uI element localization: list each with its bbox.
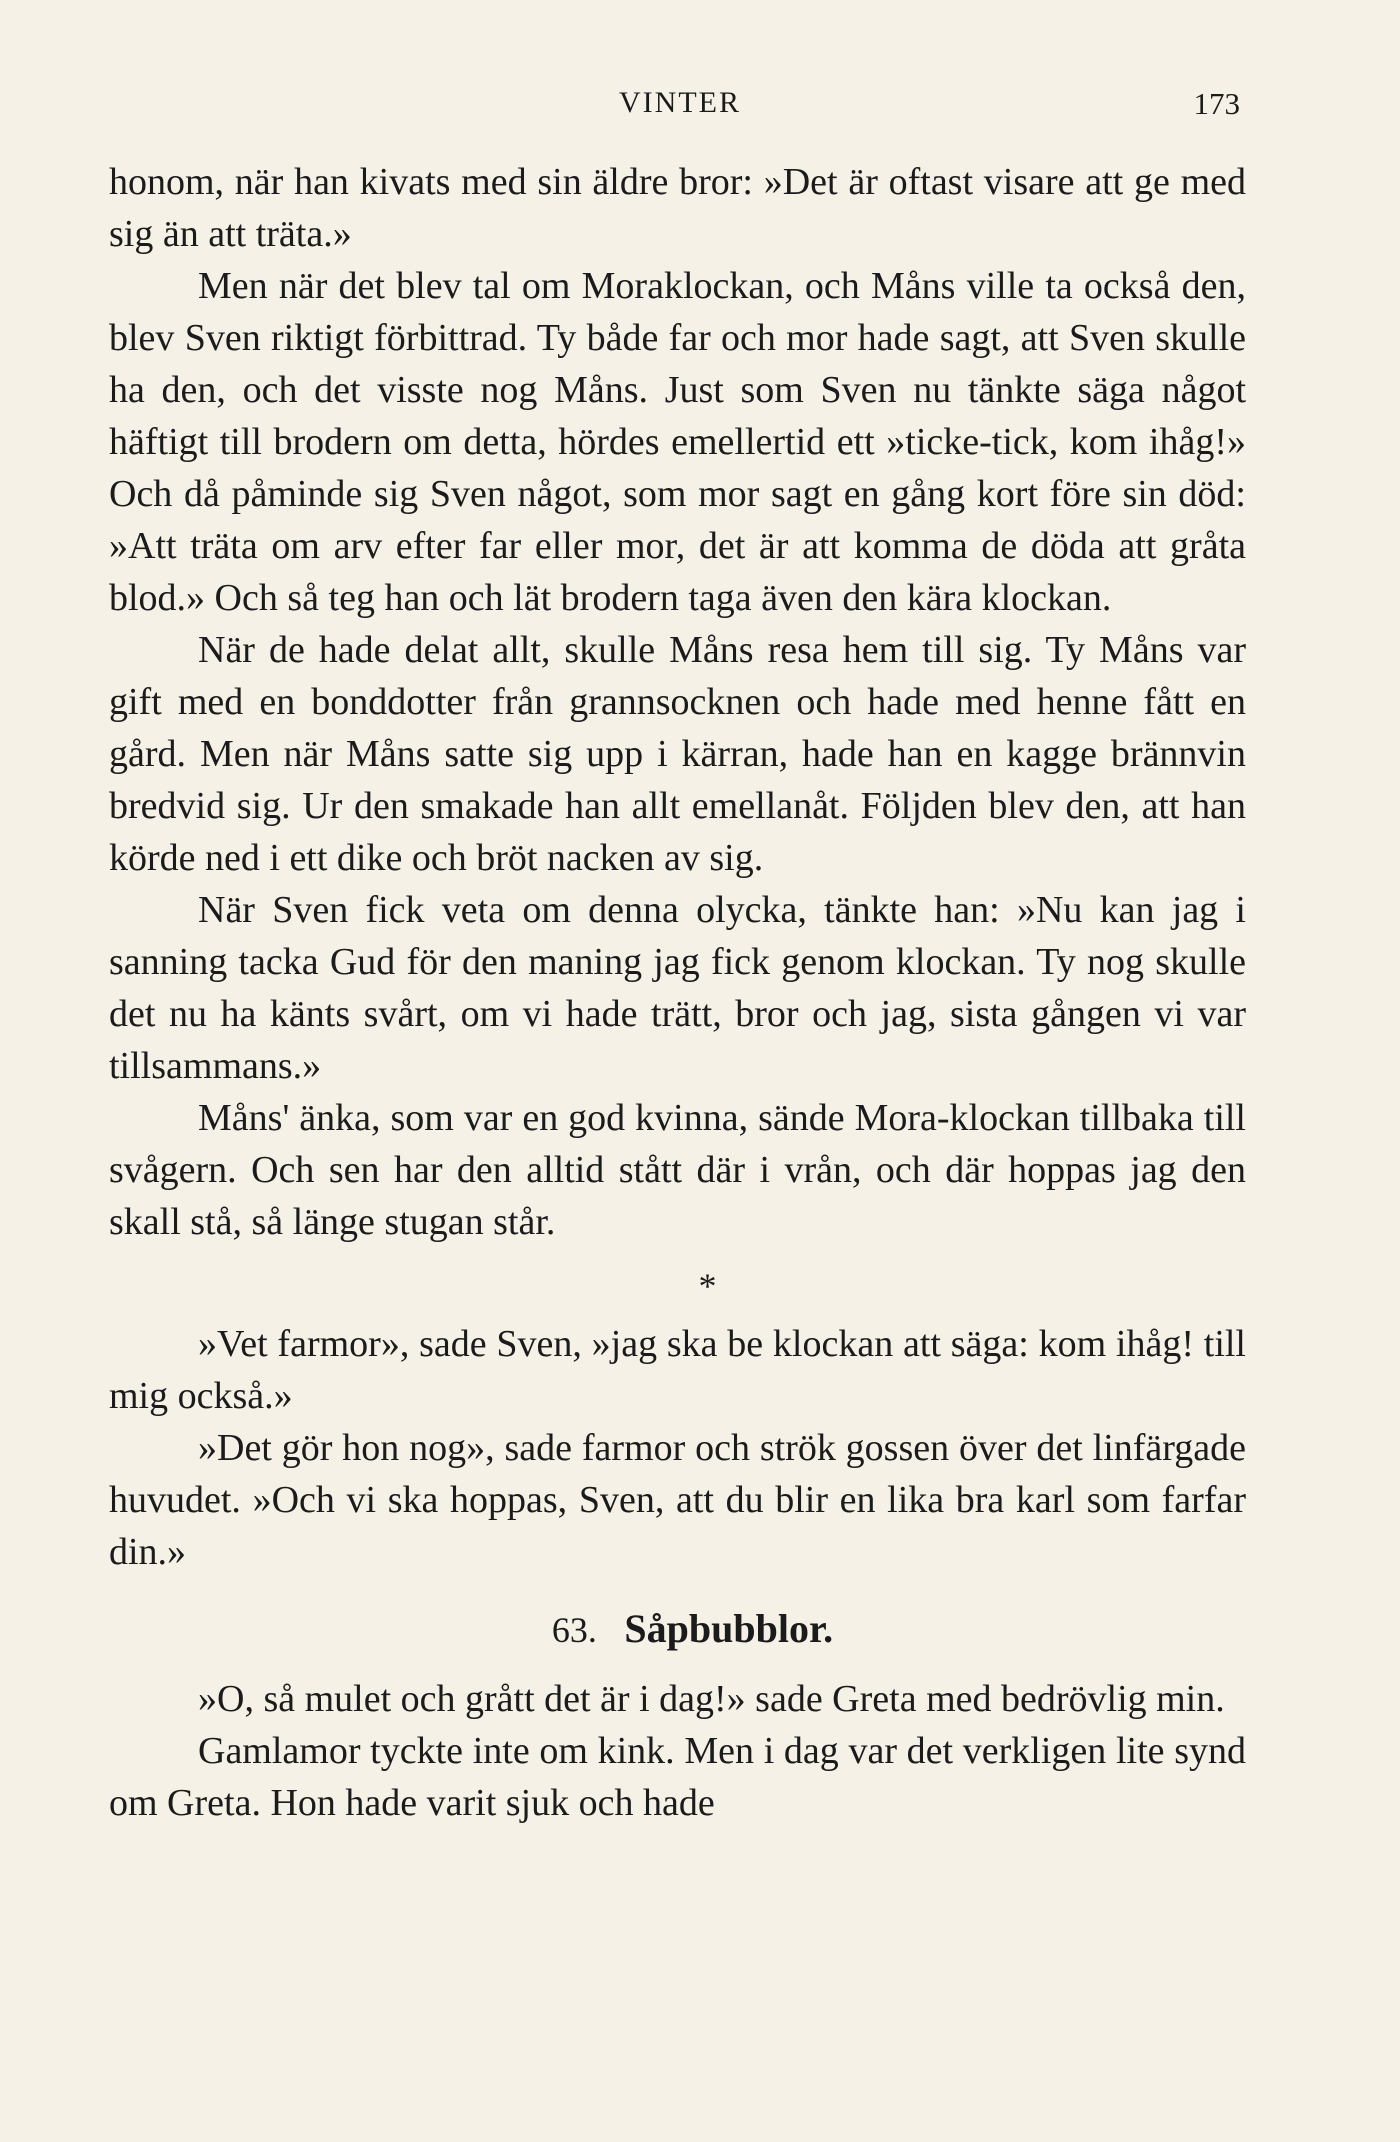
paragraph: När Sven fick veta om denna olycka, tänkte han: »Nu kan jag i sanning tacka Gud för den maning jag fick genom klockan. Ty nog skulle det nu ha känts svårt, om vi hade trätt, bror och jag, sista gången vi var tillsammans.»	[109, 889, 1246, 1087]
paragraph: Gamlamor tyckte inte om kink. Men i dag var det verkligen lite synd om Greta. Hon hade varit sjuk och hade	[109, 1730, 1246, 1824]
section-number: 63.	[551, 1610, 597, 1650]
section-heading	[109, 1600, 1246, 1659]
paragraph: När de hade delat allt, skulle Måns resa hem till sig. Ty Måns var gift med en bonddotter från grannsocknen och hade med henne fått en gård. Men när Måns satte sig upp i kärran, hade han en kagge brännvin bredvid sig. Ur den smakade han allt emellanåt. Följden blev den, att han körde ned i ett dike och bröt nacken av sig.	[109, 629, 1246, 879]
page-number: 173	[1193, 86, 1240, 121]
paragraph: »Vet farmor», sade Sven, »jag ska be klockan att säga: kom ihåg! till mig också.»	[109, 1323, 1246, 1417]
paragraph: honom, när han kivats med sin äldre bror: »Det är oftast visare att ge med sig än att träta.»	[109, 161, 1246, 255]
section-title: Såpbubblor.	[624, 1606, 834, 1651]
paragraph: »O, så mulet och grått det är i dag!» sade Greta med bedrövlig min.	[198, 1678, 1225, 1720]
section-separator: *	[698, 1266, 717, 1306]
running-header	[0, 78, 1400, 128]
paragraph: Måns' änka, som var en god kvinna, sände Mora-klockan tillbaka till svågern. Och sen har den alltid stått där i vrån, och där hoppas jag den skall stå, så länge stugan står.	[109, 1097, 1246, 1243]
running-title: VINTER	[619, 86, 741, 119]
paragraph: Men när det blev tal om Moraklockan, och Måns ville ta också den, blev Sven riktigt förbittrad. Ty både far och mor hade sagt, att Sven skulle ha den, och det visste nog Måns. Just som Sven nu tänkte säga något häftigt till brodern om detta, hördes emellertid ett »ticke-tick, kom ihåg!» Och då påminde sig Sven något, som mor sagt en gång kort före sin död: »Att träta om arv efter far eller mor, det är att komma de döda att gråta blod.» Och så teg han och lät brodern taga även den kära klockan.	[109, 265, 1246, 619]
body-text	[109, 156, 1246, 1829]
paragraph: »Det gör hon nog», sade farmor och strök gossen över det linfärgade huvudet. »Och vi ska hoppas, Sven, att du blir en lika bra karl som farfar din.»	[109, 1427, 1246, 1573]
